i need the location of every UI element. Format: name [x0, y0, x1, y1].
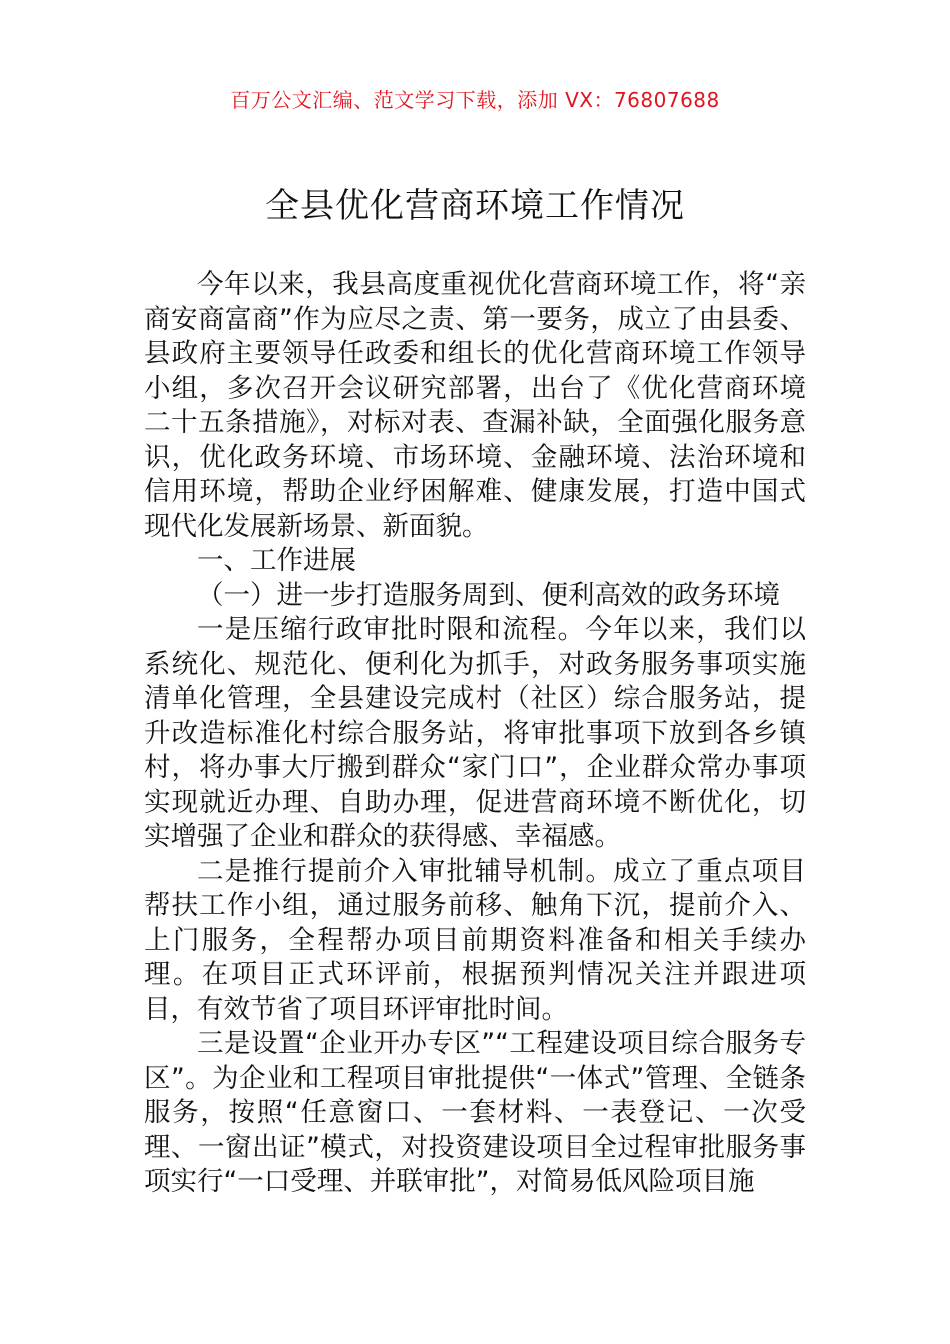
document-body: [144, 268, 806, 1200]
section-heading: 一、工作进展: [197, 545, 356, 576]
paragraph-item-2: 二是推行提前介入审批辅导机制。成立了重点项目帮扶工作小组，通过服务前移、触角下沉，提前介入、上门服务，全程帮办项目前期资料准备和相关手续办理。在项目正式环评前，根据预判情况关注并跟进项目，有效节省了项目环评审批时间。: [144, 855, 806, 1025]
document-title: 全县优化营商环境工作情况: [265, 186, 685, 226]
watermark-text: 百万公文汇编、范文学习下载，添加 VX：76807688: [230, 88, 720, 112]
paragraph-item-1: 一是压缩行政审批时限和流程。今年以来，我们以系统化、规范化、便利化为抓手，对政务服务事项实施清单化管理，全县建设完成村（社区）综合服务站，提升改造标准化村综合服务站，将审批事项下放到各乡镇村，将办事大厅搬到群众“家门口”，企业群众常办事项实现就近办理、自助办理，促进营商环境不断优化，切实增强了企业和群众的获得感、幸福感。: [144, 614, 806, 852]
paragraph-intro: 今年以来，我县高度重视优化营商环境工作，将“亲商安商富商”作为应尽之责、第一要务，成立了由县委、县政府主要领导任政委和组长的优化营商环境工作领导小组，多次召开会议研究部署，出台了《优化营商环境二十五条措施》，对标对表、查漏补缺，全面强化服务意识，优化政务环境、市场环境、金融环境、法治环境和信用环境，帮助企业纾困解难、健康发展，打造中国式现代化发展新场景、新面貌。: [144, 269, 806, 542]
subsection-heading: （一）进一步打造服务周到、便利高效的政务环境: [197, 579, 780, 611]
paragraph-item-3: 三是设置“企业开办专区”“工程建设项目综合服务专区”。为企业和工程项目审批提供“一体式”管理、全链条服务，按照“任意窗口、一套材料、一表登记、一次受理、一窗出证”模式，对投资建设项目全过程审批服务事项实行“一口受理、并联审批”，对简易低风险项目施: [144, 1028, 806, 1197]
